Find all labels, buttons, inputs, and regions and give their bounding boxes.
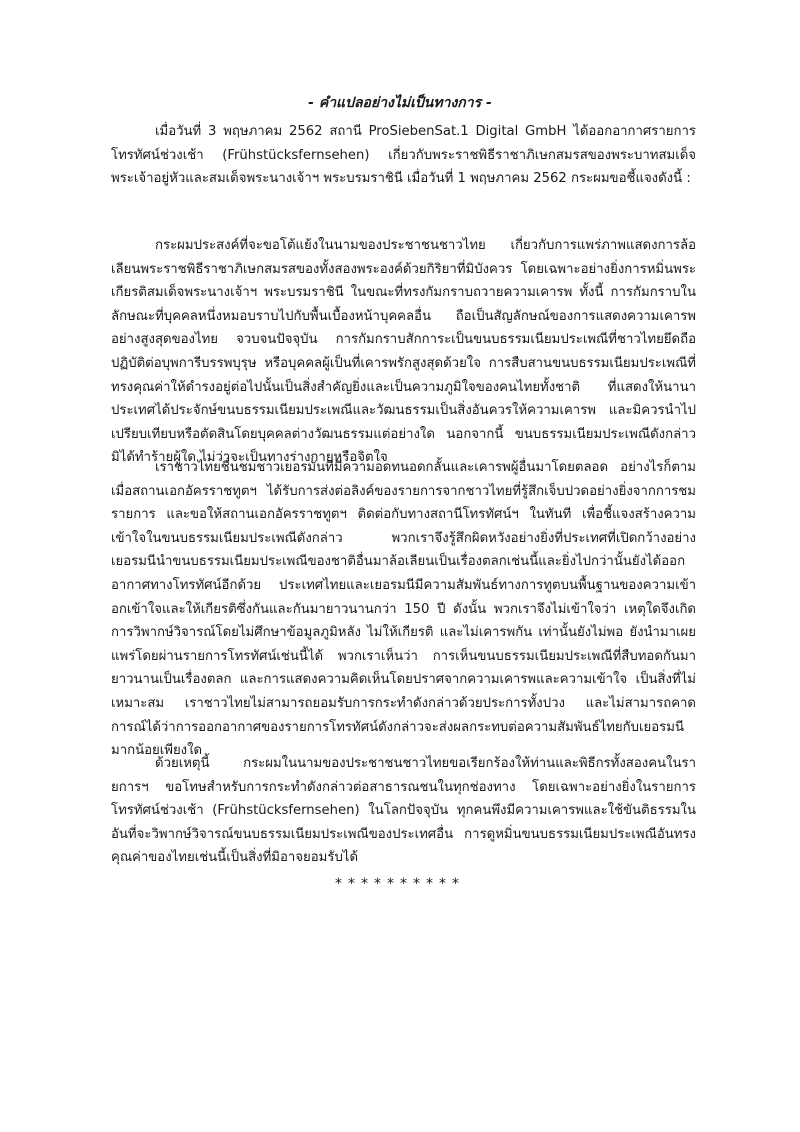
paragraph-demand: ด้วยเหตุนี้ กระผมในนามของประชาชนชาวไทยขอเรียกร้องให้ท่านและพิธีกรทั้งสองคนในรายการฯ ขอโทษสำหรับการกระทำดังกล่าวต่อสาธารณชนในทุกช่องทาง โดยเฉพาะอย่างยิ่งในรายการโทรทัศน์ช่วงเช้า (Frühstücksfernsehen) ในโลกปัจจุบัน ทุกคนพึงมีความเคารพและใช้ขันติธรรมในอันที่จะวิพากษ์วิจารณ์ขนบธรรมเนียมประเพณีของประเทศอื่น การดูหมิ่นขนบธรรมเนียมประเพณีอันทรงคุณค่าของไทยเช่นนี้เป็นสิ่งที่มิอาจยอมรับได้ <box>111 756 696 866</box>
paragraph-disappointment: เราชาวไทยชื่นชมชาวเยอรมันที่มีความอดทนอดกลั้นและเคารพผู้อื่นมาโดยตลอด อย่างไรก็ตามเมื่อสถานเอกอัครราชทูตฯ ได้รับการส่งต่อลิงค์ของรายการจากชาวไทยที่รู้สึกเจ็บปวดอย่างยิ่งจากการชมรายการ และขอให้สถานเอกอัครราชทูตฯ ติดต่อกับทางสถานีโทรทัศน์ฯ ในทันที เพื่อชี้แจงสร้างความเข้าใจในขนบธรรมเนียมประเพณีดังกล่าว พวกเราจึงรู้สึกผิดหวังอย่างยิ่งที่ประเทศที่เปิดกว้างอย่างเยอรมนีนำขนบธรรมเนียมประเพณีของชาติอื่นมาล้อเลียนเป็นเรื่องตลกเช่นนี้และยิ่งไปกว่านั้นยังได้ออกอากาศทางโทรทัศน์อีกด้วย ประเทศไทยและเยอรมนีมีความสัมพันธ์ทางการทูตบนพื้นฐานของความเข้าอกเข้าใจและให้เกียรติซึ่งกันและกันมายาวนานกว่า 150 ปี ดังนั้น พวกเราจึงไม่เข้าใจว่า เหตุใดจึงเกิดการวิพากษ์วิจารณ์โดยไม่ศึกษาข้อมูลภูมิหลัง ไม่ให้เกียรติ และไม่เคารพกัน เท่านั้นยังไม่พอ ยังนำมาเผยแพร่โดยผ่านรายการโทรทัศน์เช่นนี้ได้ พวกเราเห็นว่า การเห็นขนบธรรมเนียมประเพณีที่สืบทอดกันมายาวนานเป็นเรื่องตลก และการแสดงความคิดเห็นโดยปราศจากความเคารพและความเข้าใจ เป็นสิ่งที่ไม่เหมาะสม เราชาวไทยไม่สามารถยอมรับการกระทำดังกล่าวด้วยประการทั้งปวง และไม่สามารถคาดการณ์ได้ว่าการออกอากาศของรายการโทรทัศน์ดังกล่าวจะส่งผลกระทบต่อความสัมพันธ์ไทยกับเยอรมนีมากน้อยเพียงใด <box>111 460 696 759</box>
paragraph-objection: กระผมประสงค์ที่จะขอโต้แย้งในนามของประชาชนชาวไทย เกี่ยวกับการแพร่ภาพแสดงการล้อเลียนพระราชพิธีราชาภิเษกสมรสของทั้งสองพระองค์ด้วยกิริยาที่มิบังควร โดยเฉพาะอย่างยิ่งการหมิ่นพระเกียรติสมเด็จพระนางเจ้าฯ พระบรมราชินี ในขณะที่ทรงกัมกราบถวายความเคารพ ทั้งนี้ การกัมกราบในลักษณะที่บุคคลหนึ่งหมอบราบไปกับพื้นเบื้องหน้าบุคคลอื่น ถือเป็นสัญลักษณ์ของการแสดงความเคารพอย่างสูงสุดของไทย จวบจนปัจจุบัน การกัมกราบสักการะเป็นขนบธรรมเนียมประเพณีที่ชาวไทยยึดถือปฏิบัติต่อบุพการีบรรพบุรุษ หรือบุคคลผู้เป็นที่เคารพรักสูงสุดด้วยใจ การสืบสานขนบธรรมเนียมประเพณีที่ทรงคุณค่าให้ดำรงอยู่ต่อไปนั้นเป็นสิ่งสำคัญยิ่งและเป็นความภูมิใจของคนไทยทั้งชาติ ที่แสดงให้นานาประเทศได้ประจักษ์ขนบธรรมเนียมประเพณีและวัฒนธรรมเป็นสิ่งอันควรให้ความเคารพ และมิควรนำไปเปรียบเทียบหรือตัดสินโดยบุคคลต่างวัฒนธรรมแต่อย่างใด นอกจากนี้ ขนบธรรมเนียมประเพณีดังกล่าวมิได้ทำร้ายผู้ใด ไม่ว่าจะเป็นทางร่างกายหรือจิตใจ <box>111 238 696 466</box>
document-heading: - คำแปลอย่างไม่เป็นทางการ - <box>308 95 492 111</box>
paragraph-intro: เมื่อวันที่ 3 พฤษภาคม 2562 สถานี ProSiebenSat.1 Digital GmbH ได้ออกอากาศรายการโทรทัศน์ช่วงเช้า (Frühstücksfernsehen) เกี่ยวกับพระราชพิธีราชาภิเษกสมรสของพระบาทสมเด็จพระเจ้าอยู่หัวและสมเด็จพระนางเจ้าฯ พระบรมราชินี เมื่อวันที่ 1 พฤษภาคม 2562 กระผมขอชี้แจงดังนี้ : <box>111 124 696 187</box>
closing-mark: ********** <box>335 876 465 892</box>
